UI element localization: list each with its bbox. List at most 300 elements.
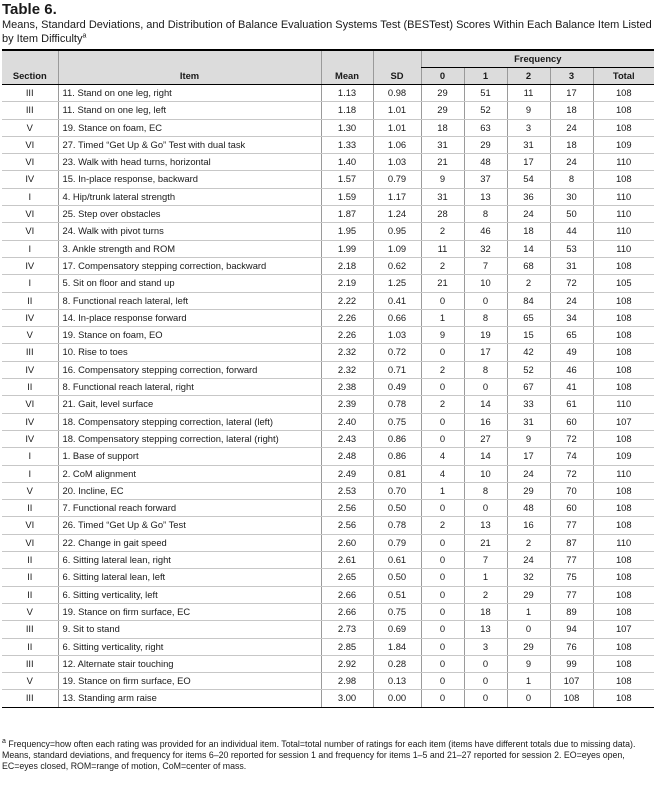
cell-freq-0: 0 [421,534,464,551]
cell-sd: 0.41 [373,292,421,309]
table-row [2,275,654,292]
cell-freq-0: 0 [421,552,464,569]
cell-freq-2: 11 [507,85,550,102]
table-row [2,569,654,586]
cell-total: 108 [593,257,654,274]
cell-freq-1: 7 [464,552,507,569]
cell-freq-3: 34 [550,309,593,326]
cell-item: 5. Sit on floor and stand up [58,275,321,292]
cell-freq-3: 72 [550,430,593,447]
table-row [2,586,654,603]
cell-freq-1: 52 [464,102,507,119]
table-row [2,621,654,638]
cell-freq-3: 108 [550,690,593,707]
cell-item: 6. Sitting verticality, right [58,638,321,655]
cell-freq-3: 18 [550,136,593,153]
cell-mean: 1.57 [321,171,373,188]
cell-mean: 2.60 [321,534,373,551]
cell-freq-2: 31 [507,413,550,430]
cell-freq-0: 31 [421,188,464,205]
cell-freq-3: 107 [550,673,593,690]
cell-mean: 2.92 [321,655,373,672]
cell-freq-2: 1 [507,673,550,690]
cell-sd: 1.03 [373,327,421,344]
cell-total: 108 [593,552,654,569]
cell-total: 109 [593,448,654,465]
cell-freq-2: 68 [507,257,550,274]
cell-freq-1: 46 [464,223,507,240]
cell-mean: 2.40 [321,413,373,430]
table-row [2,379,654,396]
table-row [2,102,654,119]
cell-freq-0: 0 [421,655,464,672]
cell-total: 108 [593,586,654,603]
cell-sd: 0.95 [373,223,421,240]
cell-sd: 1.01 [373,119,421,136]
cell-total: 108 [593,379,654,396]
cell-section: I [2,275,58,292]
cell-freq-3: 72 [550,275,593,292]
cell-total: 110 [593,223,654,240]
cell-freq-0: 0 [421,379,464,396]
cell-mean: 2.65 [321,569,373,586]
cell-total: 107 [593,413,654,430]
cell-freq-2: 42 [507,344,550,361]
cell-freq-1: 63 [464,119,507,136]
cell-freq-1: 32 [464,240,507,257]
cell-total: 108 [593,500,654,517]
cell-total: 108 [593,327,654,344]
cell-freq-0: 11 [421,240,464,257]
cell-section: III [2,85,58,102]
cell-freq-0: 0 [421,621,464,638]
cell-sd: 1.06 [373,136,421,153]
cell-freq-1: 21 [464,534,507,551]
cell-total: 108 [593,361,654,378]
cell-freq-1: 13 [464,517,507,534]
cell-freq-0: 9 [421,327,464,344]
cell-item: 23. Walk with head turns, horizontal [58,154,321,171]
cell-mean: 2.38 [321,379,373,396]
cell-freq-1: 1 [464,569,507,586]
cell-freq-0: 0 [421,413,464,430]
cell-total: 108 [593,673,654,690]
table-row [2,448,654,465]
cell-freq-0: 21 [421,154,464,171]
cell-freq-3: 89 [550,603,593,620]
cell-item: 18. Compensatory stepping correction, lateral (left) [58,413,321,430]
cell-freq-2: 24 [507,465,550,482]
cell-mean: 2.32 [321,361,373,378]
cell-mean: 2.48 [321,448,373,465]
cell-item: 6. Sitting lateral lean, left [58,569,321,586]
cell-sd: 1.25 [373,275,421,292]
cell-section: V [2,482,58,499]
cell-section: IV [2,413,58,430]
cell-mean: 1.95 [321,223,373,240]
cell-item: 10. Rise to toes [58,344,321,361]
cell-total: 110 [593,154,654,171]
cell-freq-3: 60 [550,413,593,430]
header-mean: Mean [321,68,373,85]
cell-freq-3: 75 [550,569,593,586]
cell-sd: 0.79 [373,534,421,551]
cell-freq-3: 77 [550,552,593,569]
cell-freq-3: 74 [550,448,593,465]
cell-mean: 2.22 [321,292,373,309]
cell-item: 21. Gait, level surface [58,396,321,413]
cell-item: 7. Functional reach forward [58,500,321,517]
table-row [2,223,654,240]
cell-sd: 1.24 [373,206,421,223]
cell-mean: 2.39 [321,396,373,413]
table-header [2,50,654,85]
cell-item: 11. Stand on one leg, left [58,102,321,119]
cell-section: V [2,673,58,690]
cell-total: 108 [593,690,654,707]
cell-sd: 0.79 [373,171,421,188]
header-blank-mean [321,50,373,68]
cell-section: III [2,344,58,361]
cell-item: 8. Functional reach lateral, right [58,379,321,396]
cell-item: 26. Timed “Get Up & Go” Test [58,517,321,534]
cell-sd: 0.75 [373,603,421,620]
cell-section: II [2,638,58,655]
cell-freq-0: 2 [421,223,464,240]
cell-section: VI [2,154,58,171]
cell-freq-2: 24 [507,552,550,569]
cell-freq-1: 14 [464,396,507,413]
cell-freq-1: 0 [464,292,507,309]
cell-freq-2: 2 [507,534,550,551]
cell-freq-1: 10 [464,275,507,292]
cell-freq-2: 16 [507,517,550,534]
cell-mean: 2.61 [321,552,373,569]
cell-section: IV [2,361,58,378]
cell-freq-1: 3 [464,638,507,655]
cell-total: 108 [593,102,654,119]
caption-text: Means, Standard Deviations, and Distribution of Balance Evaluation Systems Test (BESTest) Scores Within Each Balance Item Listed by Item Difficulty [2,19,652,45]
cell-item: 19. Stance on foam, EO [58,327,321,344]
table-row [2,396,654,413]
cell-freq-2: 31 [507,136,550,153]
cell-item: 11. Stand on one leg, right [58,85,321,102]
table-row [2,673,654,690]
cell-freq-0: 29 [421,102,464,119]
cell-freq-3: 8 [550,171,593,188]
cell-freq-1: 10 [464,465,507,482]
cell-section: I [2,240,58,257]
cell-total: 110 [593,465,654,482]
cell-total: 105 [593,275,654,292]
cell-freq-1: 0 [464,655,507,672]
cell-mean: 1.33 [321,136,373,153]
cell-mean: 2.85 [321,638,373,655]
cell-total: 107 [593,621,654,638]
cell-sd: 0.70 [373,482,421,499]
cell-total: 110 [593,188,654,205]
cell-mean: 1.13 [321,85,373,102]
cell-freq-2: 14 [507,240,550,257]
cell-freq-2: 54 [507,171,550,188]
cell-freq-2: 33 [507,396,550,413]
cell-freq-3: 30 [550,188,593,205]
table-row [2,603,654,620]
cell-total: 108 [593,603,654,620]
cell-sd: 1.09 [373,240,421,257]
table-row [2,257,654,274]
cell-mean: 1.87 [321,206,373,223]
cell-freq-2: 0 [507,621,550,638]
cell-mean: 1.59 [321,188,373,205]
cell-freq-3: 77 [550,517,593,534]
cell-freq-1: 37 [464,171,507,188]
header-blank-item [58,50,321,68]
cell-freq-3: 44 [550,223,593,240]
header-blank-sd [373,50,421,68]
cell-freq-2: 24 [507,206,550,223]
table-row [2,154,654,171]
table-row [2,534,654,551]
cell-section: VI [2,206,58,223]
cell-section: IV [2,430,58,447]
cell-sd: 1.84 [373,638,421,655]
table-row [2,206,654,223]
table-row [2,430,654,447]
cell-item: 8. Functional reach lateral, left [58,292,321,309]
table-row [2,500,654,517]
cell-freq-0: 2 [421,517,464,534]
cell-item: 24. Walk with pivot turns [58,223,321,240]
cell-freq-0: 0 [421,569,464,586]
cell-section: III [2,621,58,638]
cell-mean: 1.30 [321,119,373,136]
cell-freq-2: 1 [507,603,550,620]
table-footnote [2,739,654,772]
cell-section: V [2,327,58,344]
cell-total: 109 [593,136,654,153]
cell-section: III [2,655,58,672]
cell-freq-2: 15 [507,327,550,344]
cell-freq-2: 32 [507,569,550,586]
cell-freq-1: 27 [464,430,507,447]
header-freq-1: 1 [464,68,507,85]
cell-freq-0: 0 [421,292,464,309]
cell-sd: 0.51 [373,586,421,603]
cell-freq-3: 50 [550,206,593,223]
cell-total: 108 [593,309,654,326]
cell-freq-3: 94 [550,621,593,638]
cell-total: 108 [593,517,654,534]
footnote-text: Frequency=how often each rating was provided for an individual item. Total=total number of ratings for each item (items have different totals due to missing data). Means, standard deviations, and frequency for items 6–20 reported for session 1 and frequency for items 1–5 and 21–27 reported for session 2. EO=eyes open, EC=eyes closed, ROM=range of motion, CoM=center of mass. [2,739,636,771]
table-row [2,240,654,257]
cell-freq-0: 4 [421,448,464,465]
header-blank-section [2,50,58,68]
cell-freq-2: 67 [507,379,550,396]
cell-freq-3: 76 [550,638,593,655]
cell-freq-1: 16 [464,413,507,430]
cell-total: 108 [593,119,654,136]
table-body [2,85,654,708]
table-row [2,188,654,205]
cell-freq-1: 8 [464,361,507,378]
cell-freq-0: 29 [421,85,464,102]
cell-item: 18. Compensatory stepping correction, lateral (right) [58,430,321,447]
cell-mean: 1.99 [321,240,373,257]
table-row [2,482,654,499]
cell-sd: 1.01 [373,102,421,119]
table-row [2,413,654,430]
cell-freq-2: 84 [507,292,550,309]
cell-freq-3: 41 [550,379,593,396]
cell-sd: 0.81 [373,465,421,482]
header-total: Total [593,68,654,85]
cell-section: VI [2,396,58,413]
cell-freq-2: 2 [507,275,550,292]
cell-total: 108 [593,569,654,586]
cell-section: VI [2,136,58,153]
cell-section: II [2,379,58,396]
cell-item: 22. Change in gait speed [58,534,321,551]
caption-footnote-mark: a [82,32,87,40]
table-row [2,85,654,102]
cell-total: 110 [593,396,654,413]
cell-freq-0: 21 [421,275,464,292]
cell-total: 108 [593,638,654,655]
cell-freq-0: 2 [421,257,464,274]
table-title: Table 6. [2,1,57,18]
cell-freq-2: 52 [507,361,550,378]
cell-item: 20. Incline, EC [58,482,321,499]
cell-freq-3: 18 [550,102,593,119]
cell-mean: 2.32 [321,344,373,361]
cell-item: 27. Timed “Get Up & Go” Test with dual task [58,136,321,153]
cell-freq-1: 0 [464,673,507,690]
cell-item: 12. Alternate stair touching [58,655,321,672]
cell-section: II [2,552,58,569]
cell-item: 19. Stance on firm surface, EC [58,603,321,620]
cell-mean: 2.19 [321,275,373,292]
cell-freq-0: 0 [421,500,464,517]
cell-freq-2: 9 [507,430,550,447]
table-row [2,171,654,188]
cell-freq-0: 28 [421,206,464,223]
table-row [2,309,654,326]
cell-item: 1. Base of support [58,448,321,465]
cell-item: 2. CoM alignment [58,465,321,482]
cell-mean: 2.53 [321,482,373,499]
cell-section: II [2,292,58,309]
cell-freq-0: 9 [421,171,464,188]
cell-section: II [2,586,58,603]
header-freq-0: 0 [421,68,464,85]
cell-freq-0: 0 [421,430,464,447]
cell-freq-2: 29 [507,638,550,655]
cell-freq-2: 29 [507,586,550,603]
cell-sd: 0.50 [373,500,421,517]
cell-mean: 2.66 [321,586,373,603]
cell-sd: 0.49 [373,379,421,396]
cell-total: 108 [593,171,654,188]
cell-freq-1: 48 [464,154,507,171]
cell-section: VI [2,223,58,240]
cell-item: 13. Standing arm raise [58,690,321,707]
cell-freq-2: 17 [507,448,550,465]
table-row [2,690,654,707]
cell-freq-1: 0 [464,500,507,517]
cell-item: 15. In-place response, backward [58,171,321,188]
table-row [2,119,654,136]
cell-sd: 0.78 [373,396,421,413]
cell-item: 16. Compensatory stepping correction, forward [58,361,321,378]
cell-sd: 0.75 [373,413,421,430]
cell-section: III [2,102,58,119]
cell-sd: 0.69 [373,621,421,638]
cell-freq-3: 17 [550,85,593,102]
table-row [2,136,654,153]
cell-mean: 2.56 [321,517,373,534]
header-section: Section [2,68,58,85]
cell-section: I [2,465,58,482]
cell-freq-1: 0 [464,379,507,396]
cell-freq-0: 0 [421,603,464,620]
cell-section: III [2,690,58,707]
table-row [2,361,654,378]
cell-freq-3: 77 [550,586,593,603]
table-row [2,344,654,361]
cell-freq-2: 9 [507,102,550,119]
cell-section: I [2,448,58,465]
cell-freq-0: 2 [421,396,464,413]
cell-item: 6. Sitting lateral lean, right [58,552,321,569]
cell-section: VI [2,534,58,551]
cell-total: 108 [593,655,654,672]
cell-freq-0: 31 [421,136,464,153]
cell-freq-3: 46 [550,361,593,378]
cell-freq-1: 8 [464,309,507,326]
cell-sd: 0.66 [373,309,421,326]
cell-section: IV [2,257,58,274]
cell-mean: 1.40 [321,154,373,171]
cell-total: 110 [593,240,654,257]
cell-mean: 3.00 [321,690,373,707]
cell-freq-3: 60 [550,500,593,517]
footnote-mark: a [2,738,6,746]
table-row [2,292,654,309]
table-caption [2,18,654,46]
cell-freq-0: 2 [421,361,464,378]
cell-item: 4. Hip/trunk lateral strength [58,188,321,205]
cell-freq-0: 0 [421,586,464,603]
cell-sd: 0.28 [373,655,421,672]
cell-total: 110 [593,206,654,223]
cell-total: 108 [593,85,654,102]
cell-freq-3: 49 [550,344,593,361]
cell-mean: 2.98 [321,673,373,690]
table-row [2,655,654,672]
cell-freq-3: 87 [550,534,593,551]
cell-sd: 0.72 [373,344,421,361]
cell-freq-1: 8 [464,482,507,499]
cell-sd: 0.71 [373,361,421,378]
cell-total: 108 [593,430,654,447]
cell-freq-1: 8 [464,206,507,223]
cell-freq-0: 0 [421,690,464,707]
header-frequency: Frequency [421,50,654,68]
cell-sd: 0.86 [373,430,421,447]
cell-freq-0: 0 [421,638,464,655]
cell-section: VI [2,517,58,534]
